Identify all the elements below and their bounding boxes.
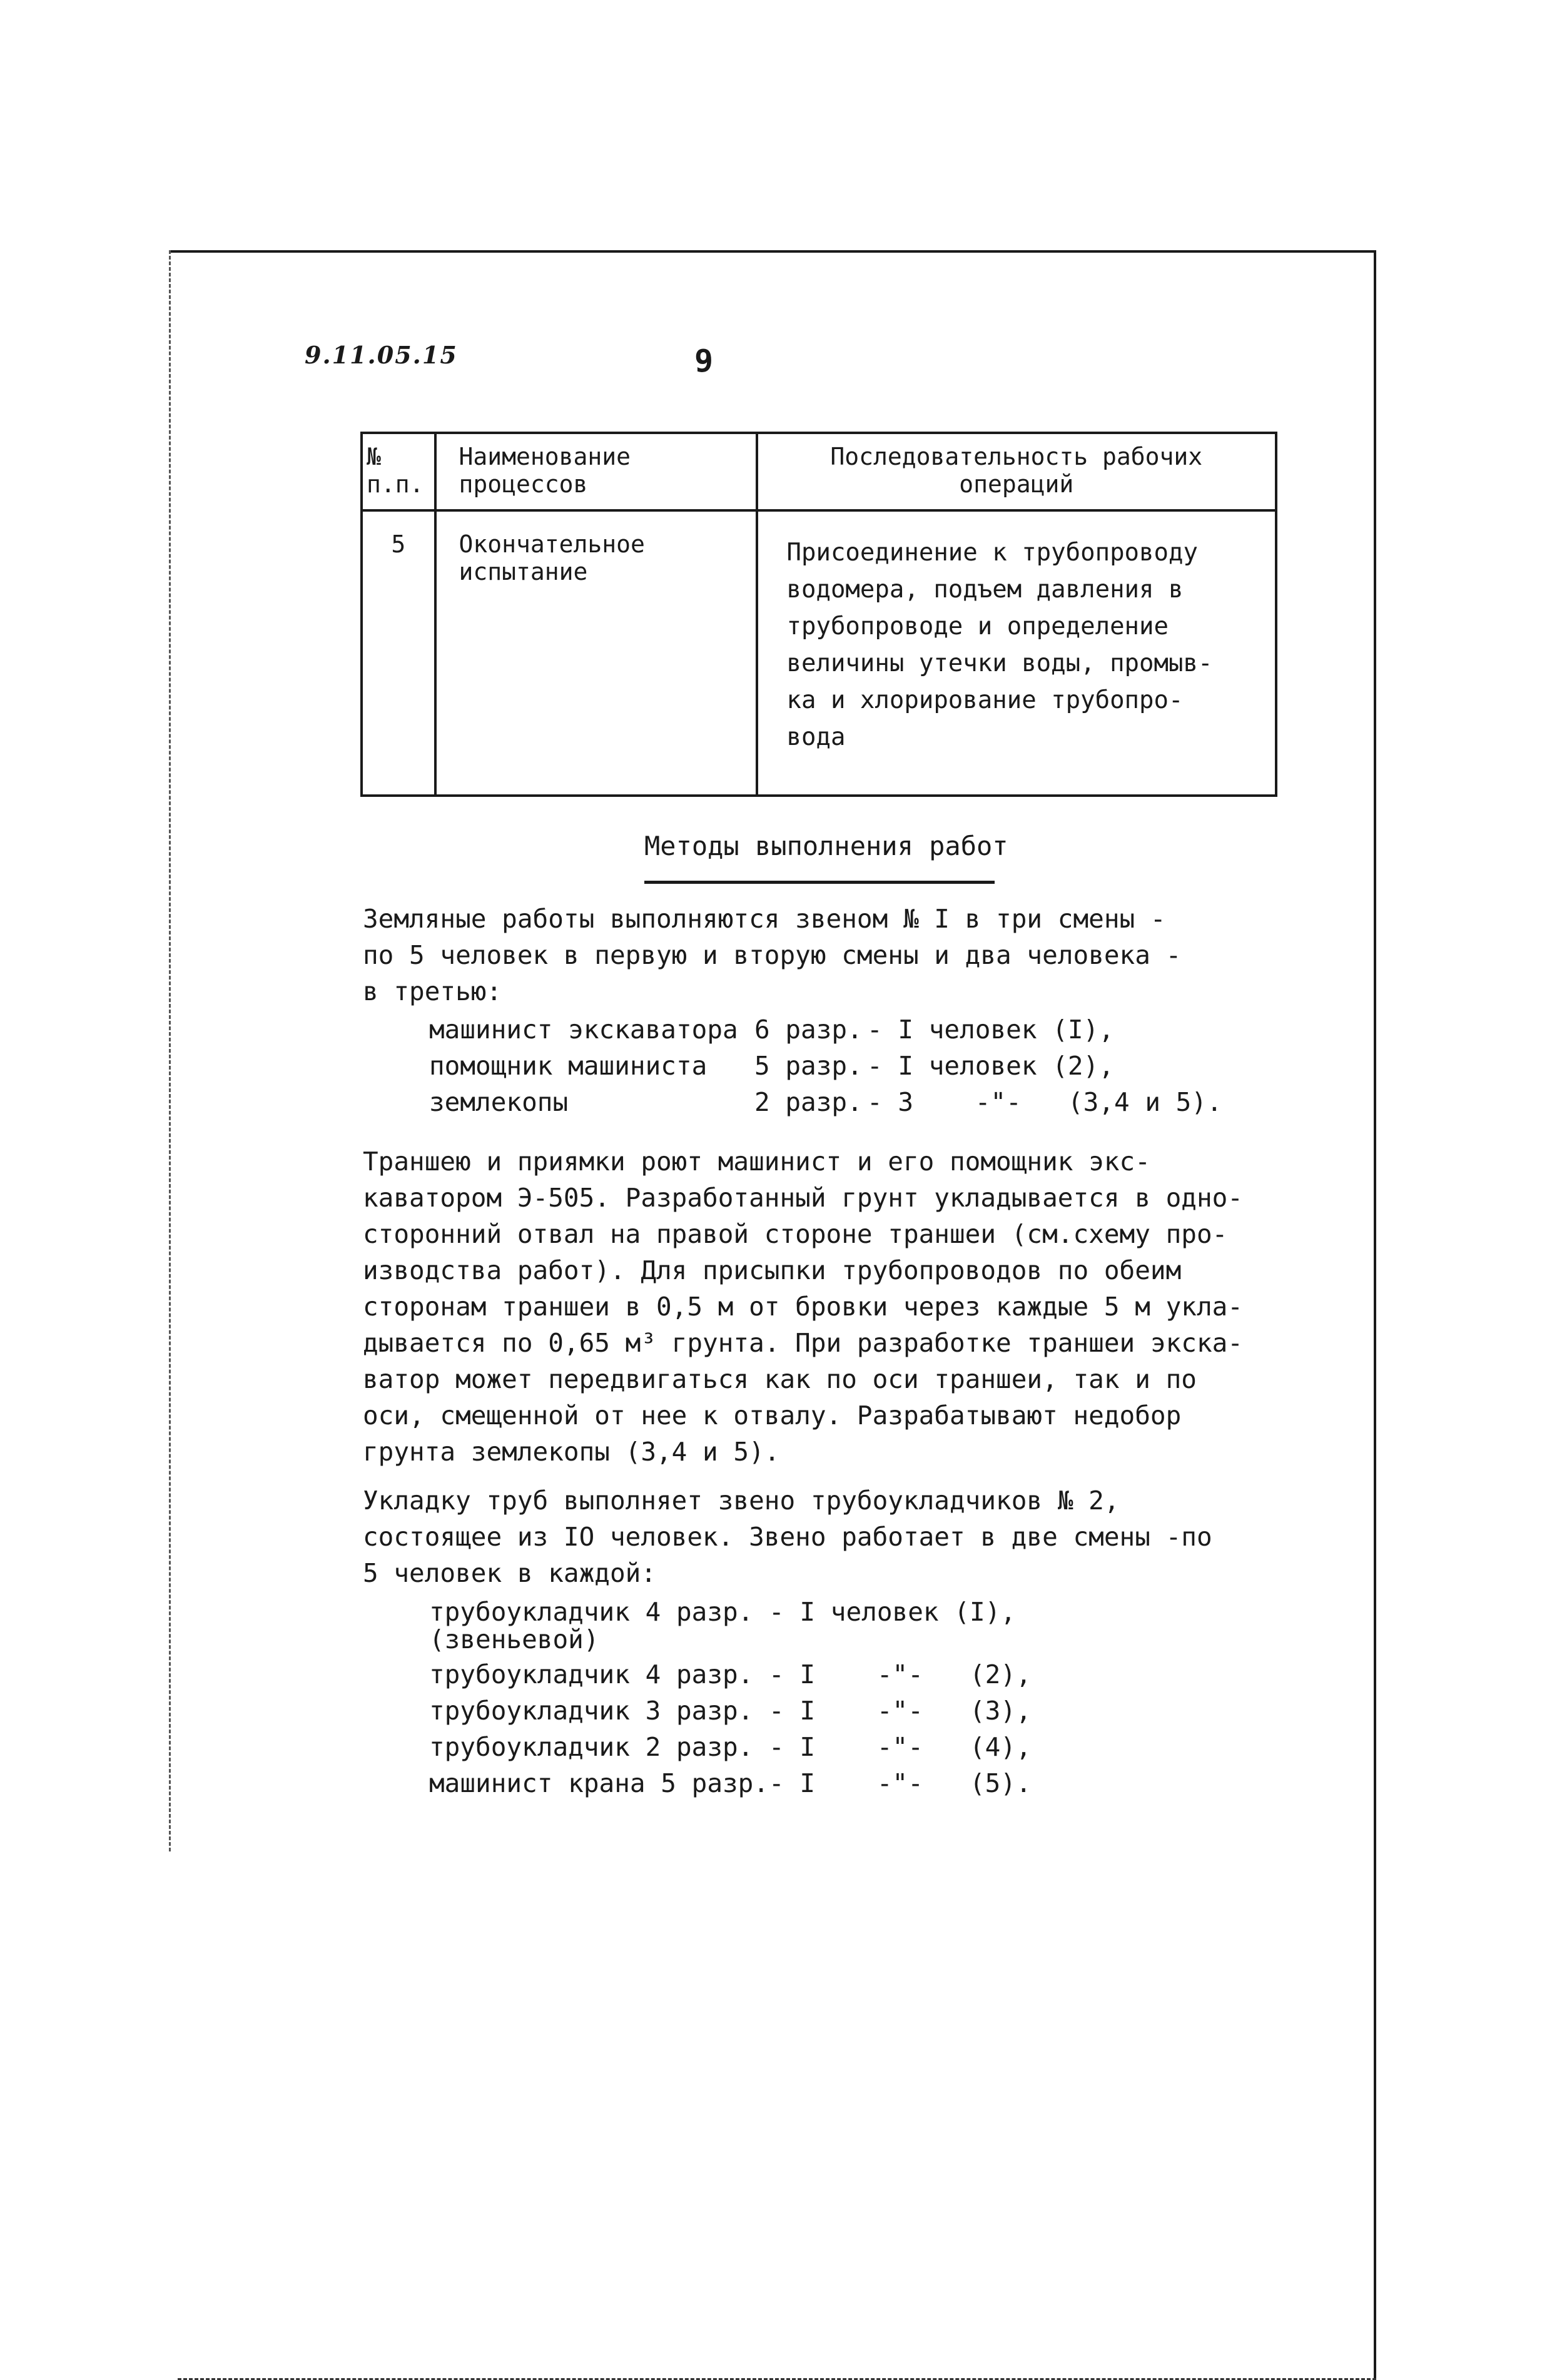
- paragraph-trench-method: Траншею и приямки роют машинист и его помощник экс- каватором Э-505. Разработанный грунт укладывается в одно- сторонний отвал на правой стороне траншеи (см.схему про- изводства работ). Для присыпки трубопроводов по обеим сторонам траншеи в 0,5 м от бровки через каждые 5 м укла- дывается по 0,65 м³ грунта. При разработке траншеи экска- ватор может передвигаться как по оси траншеи, так и по оси, смещенной от нее к отвалу. Разрабатывают недобор грунта землекопы (3,4 и 5).: [363, 1147, 1243, 1467]
- list-item: трубоукладчик 4 разр. - I -"- (2),: [429, 1659, 1032, 1689]
- row-number: 5: [391, 530, 406, 558]
- table-header-row: [362, 433, 1276, 510]
- col-process-header: Наименование процессов: [459, 443, 631, 498]
- crew-list-2: [429, 1594, 1032, 1801]
- list-item: (звеньевой): [429, 1624, 599, 1654]
- list-item: землекопы 2 разр. - 3 -"- (3,4 и 5).: [429, 1087, 1222, 1117]
- page-frame-top: [169, 250, 1376, 253]
- paragraph-earthworks: Земляные работы выполняются звеном № I в три смены - по 5 человек в первую и вторую смены и два человека - в третью:: [363, 904, 1182, 1006]
- paragraph-pipe-laying: Укладку труб выполняет звено трубоукладчиков № 2, состоящее из IO человек. Звено работает в две смены -по 5 человек в каждой:: [363, 1486, 1212, 1588]
- row-operations: Присоединение к трубопроводу водомера, подъем давления в трубопроводе и определение величины утечки воды, промыв- ка и хлорирование трубопро- вода: [786, 539, 1213, 751]
- page-number: 9: [694, 343, 714, 379]
- section-title-underline: [644, 881, 995, 884]
- list-item: трубоукладчик 3 разр. - I -"- (3),: [429, 1696, 1032, 1726]
- crew-list-1: [429, 1011, 1222, 1120]
- col-number-header: № п.п.: [367, 443, 424, 498]
- list-item: машинист крана 5 разр.- I -"- (5).: [429, 1768, 1032, 1798]
- table-row: [362, 510, 1276, 796]
- list-item: помощник машиниста 5 разр. - I человек (2),: [429, 1051, 1114, 1081]
- row-process-name: Окончательное испытание: [459, 530, 645, 585]
- section-title: Методы выполнения работ: [644, 831, 1008, 861]
- list-item: трубоукладчик 4 разр. - I человек (I),: [429, 1597, 1016, 1627]
- list-item: трубоукладчик 2 разр. - I -"- (4),: [429, 1732, 1032, 1762]
- document-code: 9.11.05.15: [305, 341, 458, 369]
- page-frame-left: [169, 250, 171, 1851]
- col-operations-header: Последовательность рабочих операций: [830, 443, 1203, 498]
- page-frame-right: [1374, 253, 1376, 2379]
- list-item: машинист экскаватора 6 разр. - I человек (I),: [429, 1015, 1114, 1045]
- operations-table: [360, 432, 1277, 797]
